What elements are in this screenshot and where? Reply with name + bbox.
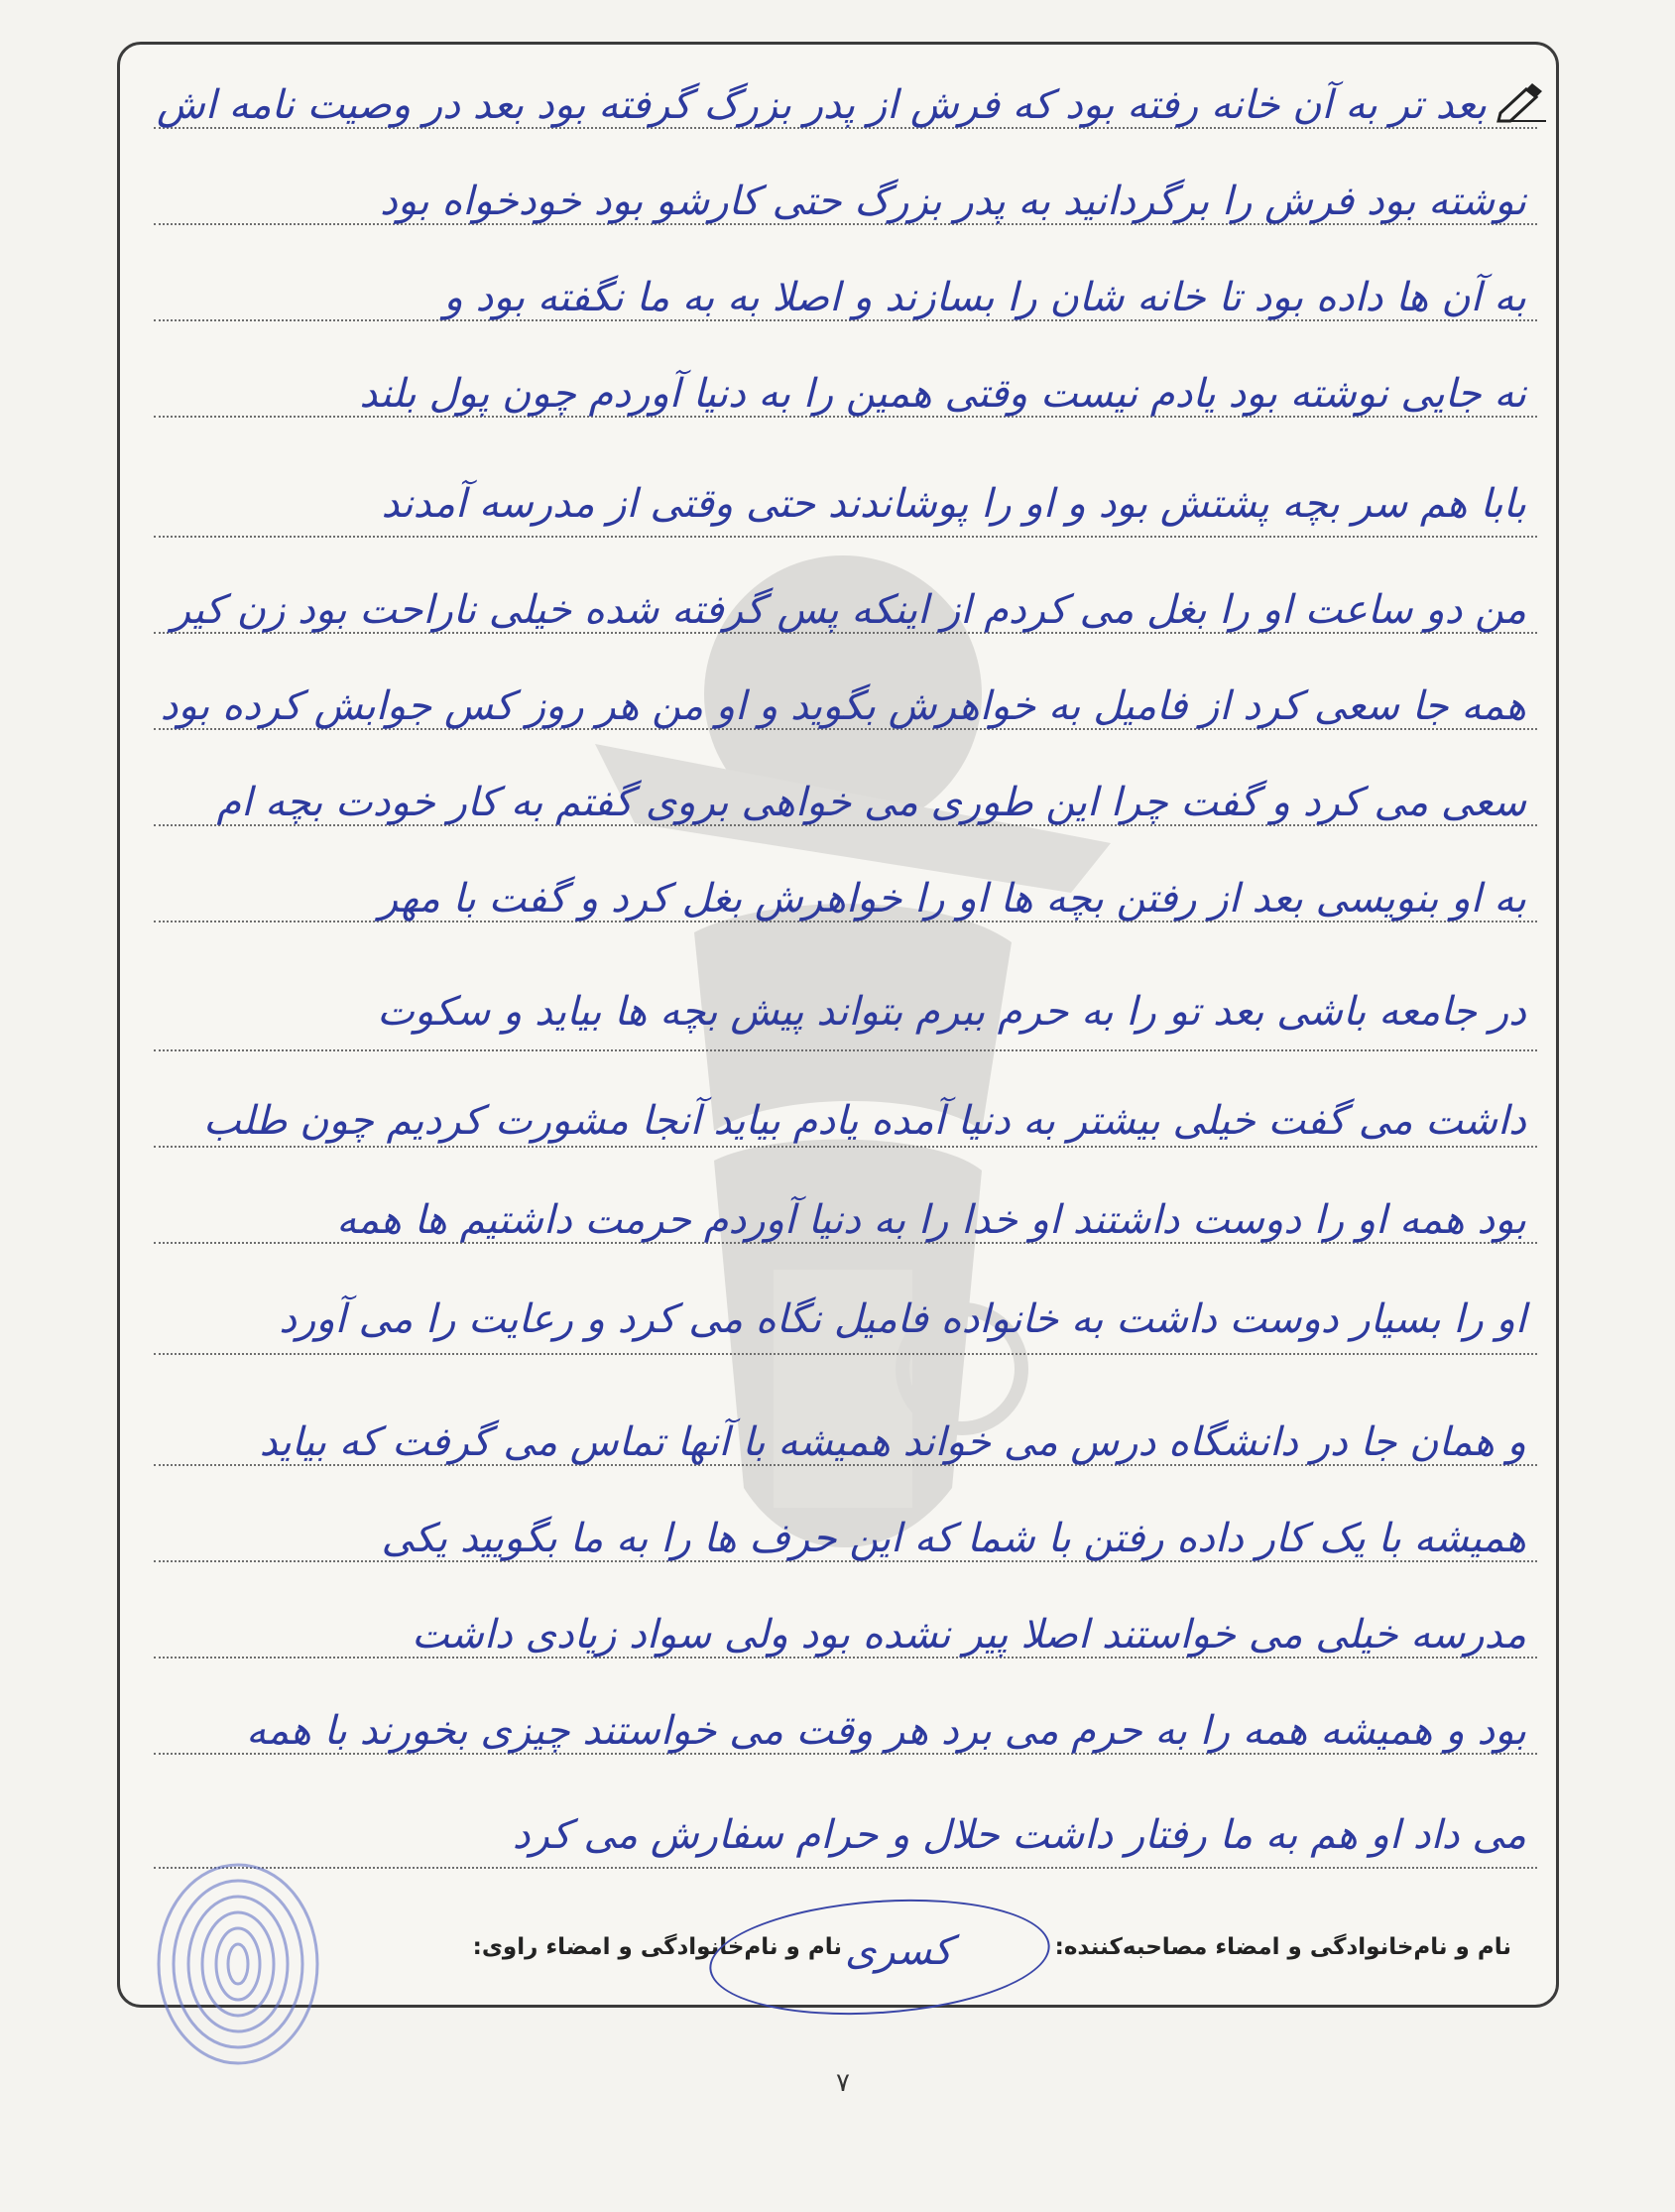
handwritten-line: من دو ساعت او را بغل می کردم از اینکه پس گرفته شده خیلی ناراحت بود زن کیر	[171, 587, 1526, 633]
handwritten-line: می داد او هم به ما رفتار داشت حلال و حرام سفارش می کرد	[512, 1812, 1526, 1858]
handwritten-line: بود همه او را دوست داشتند او خدا را به دنیا آوردم حرمت داشتیم ها همه	[336, 1197, 1526, 1243]
handwritten-line: مدرسه خیلی می خواستند اصلا پیر نشده بود ولی سواد زیادی داشت	[412, 1612, 1526, 1658]
writing-rule	[154, 1867, 1537, 1869]
interviewer-label: نام و نام‌خانوادگی و امضاء مصاحبه‌کننده:	[1054, 1934, 1511, 1960]
handwritten-line: بابا هم سر بچه پشتش بود و او را پوشاندند حتی وقتی از مدرسه آمدند	[381, 481, 1526, 527]
page-number: ۷	[836, 2068, 850, 2098]
handwritten-line: در جامعه باشی بعد تو را به حرم ببرم بتواند پیش بچه ها بیاید و سکوت	[377, 989, 1526, 1035]
handwritten-line: نه جایی نوشته بود یادم نیست وقتی همین را به دنیا آوردم چون پول بلند	[359, 371, 1526, 417]
handwritten-line: و همان جا در دانشگاه درس می خواند همیشه با آنها تماس می گرفت که بیاید	[259, 1419, 1526, 1465]
handwritten-line: نوشته بود فرش را برگردانید به پدر بزرگ حتی کارشو بود خودخواه بود	[380, 179, 1526, 224]
handwritten-line: همیشه با یک کار داده رفتن با شما که این حرف ها را به ما بگویید یکی	[381, 1516, 1526, 1561]
handwritten-line: همه جا سعی کرد از فامیل به خواهرش بگوید و او من هر روز کس جوابش کرده بود	[160, 683, 1526, 729]
fingerprint-icon	[139, 1855, 337, 2083]
writing-rule	[154, 1049, 1537, 1051]
handwritten-line: به آن ها داده بود تا خانه شان را بسازند و اصلا به به ما نگفته بود و	[443, 275, 1526, 320]
handwritten-line: او را بسیار دوست داشت به خانواده فامیل نگاه می کرد و رعایت را می آورد	[279, 1296, 1526, 1342]
handwritten-line: بود و همیشه همه را به حرم می برد هر وقت می خواستند چیزی بخورند با همه	[246, 1708, 1526, 1754]
handwritten-line: به او بنویسی بعد از رفتن بچه ها او را خواهرش بغل کرد و گفت با مهر	[378, 876, 1526, 922]
writing-rule	[154, 1353, 1537, 1355]
narrator-label: نام و نام‌خانوادگی و امضاء راوی:	[472, 1934, 842, 1960]
handwritten-line: داشت می گفت خیلی بیشتر به دنیا آمده یادم بیاید آنجا مشورت کردیم چون طلب	[203, 1098, 1526, 1144]
handwritten-line: بعد تر به آن خانه رفته بود که فرش از پدر بزرگ گرفته بود بعد در وصیت نامه اش	[157, 82, 1487, 128]
handwritten-line: سعی می کرد و گفت چرا این طوری می خواهی بروی گفتم به کار خودت بچه ام	[216, 780, 1526, 825]
pen-icon	[1496, 83, 1548, 123]
signature: کسری	[845, 1928, 953, 1974]
writing-rule	[154, 536, 1537, 538]
